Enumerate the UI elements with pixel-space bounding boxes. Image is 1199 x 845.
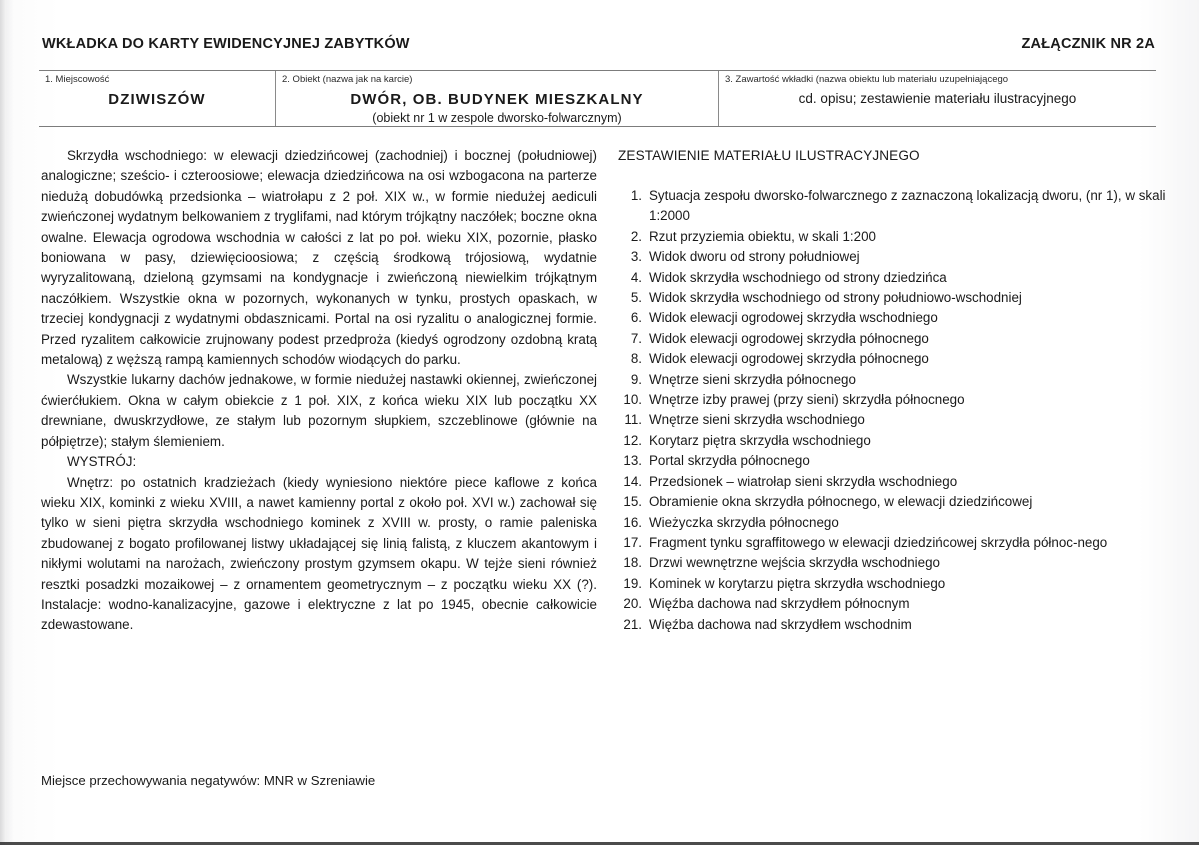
list-item-number: 10. — [623, 392, 642, 408]
list-item-number: 18. — [623, 555, 642, 571]
cell-value: cd. opisu; zestawienie materiału ilustracyjnego — [798, 91, 1077, 106]
list-item — [618, 186, 1178, 227]
list-item-number: 16. — [623, 514, 642, 530]
list-item-number: 17. — [623, 534, 642, 550]
list-item-label: Widok skrzydła wschodniego od strony południowo-wschodniej — [649, 290, 1022, 306]
table-cell-content — [718, 71, 1156, 126]
list-item-number: 15. — [623, 494, 642, 510]
list-item-label: Wnętrze izby prawej (przy sieni) skrzydła północnego — [649, 392, 965, 408]
list-item-label: Widok elewacji ogrodowej skrzydła północnego — [649, 330, 929, 346]
list-item — [618, 410, 1178, 430]
list-item-label: Więźba dachowa nad skrzydłem północnym — [649, 596, 910, 612]
list-item — [618, 370, 1178, 390]
page-title: WKŁADKA DO KARTY EWIDENCYJNEJ ZABYTKÓW — [42, 36, 410, 52]
list-item — [618, 533, 1178, 553]
list-item — [618, 594, 1178, 614]
list-item-number: 14. — [623, 473, 642, 489]
list-item-number: 19. — [623, 575, 642, 591]
annex-label: ZAŁĄCZNIK NR 2A — [1021, 36, 1155, 52]
list-item-label: Obramienie okna skrzydła północnego, w elewacji dziedzińcowej — [649, 494, 1033, 510]
list-item-number: 7. — [630, 330, 642, 346]
list-item-label: Fragment tynku sgraffitowego w elewacji dziedzińcowej skrzydła północ-nego — [649, 534, 1108, 550]
list-item-number: 20. — [623, 596, 642, 612]
list-item-number: 9. — [630, 371, 642, 387]
list-item — [618, 308, 1178, 328]
paragraph: Wnętrz: po ostatnich kradzieżach (kiedy wyniesiono niektóre piece kaflowe z końca wieku XIX, kominki z wieku XVIII, a nawet kamienny portal z około poł. XVI w.) zachował się tylko w sieni piętra skrzydła wschodniego kominek z XVIII w. prosty, o ramie paleniska zbudowanej z bogato profilowanej listwy układającej się linią falistą, z kluczem akantowym i nikłymi wolutami na narożach, zwieńczony prostym gzymsem okapu. W tejże sieni również resztki posadzki mozaikowej – z ornamentem geometrycznym – z początku wieku XX (?). Instalacje: wodno-kanalizacyjne, gazowe i elektryczne z lat po 1945, obecnie całkowicie zdewastowane. — [41, 474, 597, 633]
list-item-number: 2. — [630, 228, 642, 244]
illustration-list — [618, 186, 1178, 635]
list-item-number: 13. — [623, 453, 642, 469]
list-item-number: 6. — [630, 310, 642, 326]
list-item-label: Więźba dachowa nad skrzydłem wschodnim — [649, 616, 912, 632]
table-cell-object — [275, 71, 718, 126]
list-item-label: Widok skrzydła wschodniego od strony dziedzińca — [649, 269, 947, 285]
paragraph: Skrzydła wschodniego: w elewacji dziedzińcowej (zachodniej) i bocznej (południowej) analogiczne; sześcio- i czteroosiowe; elewacja dziedzińcowa na osi wzbogacona na parterze niedużą dobudówką przedsionka – wiatrołapu z 2 poł. XIX w., w formie niedużej aediculi zwieńczonej wydatnym belkowaniem z tryglifami, nad którym trójkątny naczółek; boczne okna owalne. Elewacja ogrodowa wschodnia w całości z lat po poł. wieku XIX, pozornie, płasko boniowana w pasy, dziewięcioosiowa; z częścią środkową trójosiową, wydatnie wyryzalitowaną, dzieloną gzymsami na kondygnacje i zwieńczoną niewielkim trójkątnym naczółkiem. Wszystkie okna w pozornych, wykonanych w tynku, prostych opaskach, w trzeciej kondygnacji z wydatnymi obdasznicami. Portal na osi ryzalitu o analogicznej formie. Przed ryzalitem całkowicie zrujnowany podest przedproża (kiedyś ogrodzony ozdobną kratą metalową) z węższą rampą kamiennych schodów wiodących do parku. — [41, 148, 597, 368]
list-item — [618, 349, 1178, 369]
list-item-number: 3. — [630, 249, 642, 265]
list-item — [618, 574, 1178, 594]
list-item — [618, 472, 1178, 492]
list-item-number: 12. — [623, 432, 642, 448]
list-item — [618, 553, 1178, 573]
description-column — [41, 146, 597, 636]
list-item — [618, 390, 1178, 410]
list-item-label: Portal skrzydła północnego — [649, 453, 810, 469]
section-heading-wystroj: WYSTRÓJ: — [67, 454, 137, 470]
paragraph: Wszystkie lukarny dachów jednakowe, w formie niedużej nastawki okiennej, zwieńczonej ćwierćłukiem. Okna w całym obiekcie z 1 poł. XIX, z końca wieku XIX lub początku XX drewniane, dwuskrzydłowe, ze stałym lub pozornym słupkiem, szczeblinowe (głównie na półpiętrze); stałym ślemieniem. — [41, 372, 597, 449]
list-item-label: Kominek w korytarzu piętra skrzydła wschodniego — [649, 575, 946, 591]
cell-caption: 3. Zawartość wkładki (nazwa obiektu lub materiału uzupełniającego — [725, 74, 1009, 85]
table-cell-locality — [39, 71, 275, 126]
list-item-number: 8. — [630, 351, 642, 367]
list-item-label: Widok elewacji ogrodowej skrzydła wschodniego — [649, 310, 938, 326]
list-item — [618, 431, 1178, 451]
list-item — [618, 288, 1178, 308]
list-item — [618, 615, 1178, 635]
list-item-number: 11. — [624, 412, 642, 428]
metadata-table — [39, 70, 1156, 127]
cell-caption: 1. Miejscowość — [45, 74, 110, 85]
list-item-label: Wieżyczka skrzydła północnego — [649, 514, 839, 530]
list-item-number: 4. — [630, 269, 642, 285]
cell-subvalue: (obiekt nr 1 w zespole dworsko-folwarcznym) — [372, 111, 622, 125]
list-item-label: Przedsionek – wiatrołap sieni skrzydła wschodniego — [649, 473, 958, 489]
list-item — [618, 513, 1178, 533]
negatives-storage-note: Miejsce przechowywania negatywów: MNR w Szreniawie — [41, 773, 376, 788]
list-item — [618, 227, 1178, 247]
list-item-number: 5. — [630, 290, 642, 306]
document-body — [41, 146, 1179, 746]
list-item-label: Wnętrze sieni skrzydła północnego — [649, 371, 856, 387]
illustration-list-column — [618, 146, 1178, 635]
list-item-number: 21. — [623, 616, 642, 632]
list-item — [618, 329, 1178, 349]
list-item — [618, 247, 1178, 267]
list-item — [618, 451, 1178, 471]
list-item-label: Sytuacja zespołu dworsko-folwarcznego z zaznaczoną lokalizacją dworu, (nr 1), w skali 1:2000 — [649, 188, 1166, 224]
cell-caption: 2. Obiekt (nazwa jak na karcie) — [282, 74, 413, 85]
cell-value: DZIWISZÓW — [108, 91, 206, 108]
list-item-label: Widok elewacji ogrodowej skrzydła północnego — [649, 351, 929, 367]
list-item-label: Korytarz piętra skrzydła wschodniego — [649, 432, 871, 448]
illustration-list-heading: ZESTAWIENIE MATERIAŁU ILUSTRACYJNEGO — [618, 148, 920, 163]
cell-value: DWÓR, OB. BUDYNEK MIESZKALNY — [350, 91, 644, 108]
list-item-number: 1. — [630, 188, 642, 203]
list-item-label: Drzwi wewnętrzne wejścia skrzydła wschodniego — [649, 555, 940, 571]
list-item — [618, 268, 1178, 288]
list-item-label: Widok dworu od strony południowej — [649, 249, 860, 265]
page-left-edge-shadow — [0, 0, 6, 845]
document-header — [42, 36, 1155, 58]
list-item-label: Wnętrze sieni skrzydła wschodniego — [649, 412, 865, 428]
list-item — [618, 492, 1178, 512]
list-item-label: Rzut przyziemia obiektu, w skali 1:200 — [649, 228, 876, 244]
